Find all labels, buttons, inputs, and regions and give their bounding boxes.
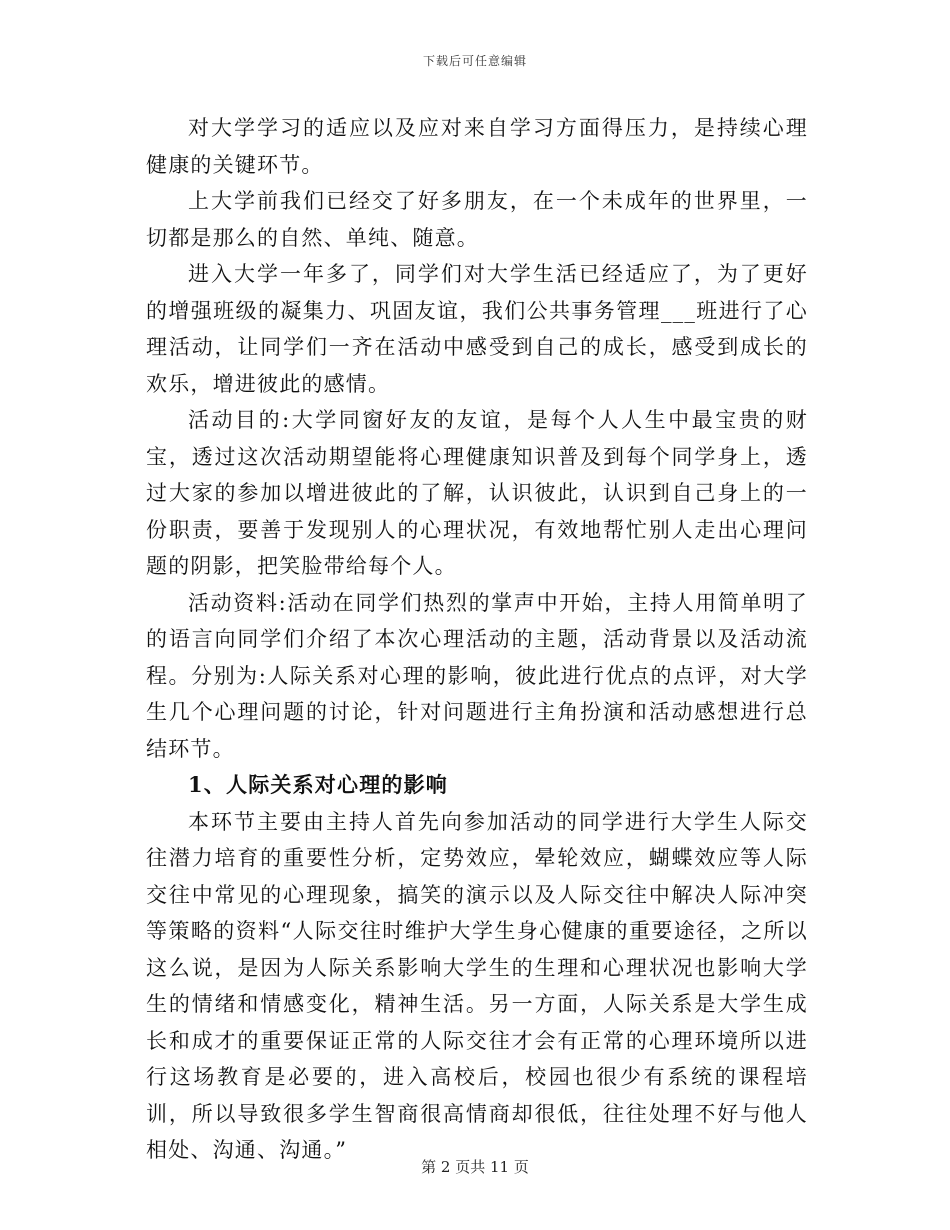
paragraph-activity-purpose: 活动目的:大学同窗好友的友谊，是每个人人生中最宝贵的财宝，透过这次活动期望能将心理健康知识普及到每个同学身上，透过大家的参加以增进彼此的了解，认识彼此，认识到自己身上的一份职责，要善于发现别人的心理状况，有效地帮忙别人走出心理问题的阴影，把笑脸带给每个人。 — [146, 408, 808, 578]
section-heading: 1、人际关系对心理的影响 — [188, 772, 449, 797]
document-body — [146, 110, 808, 1169]
page-header-note: 下载后可任意编辑 — [422, 54, 527, 68]
paragraph-friends-before-college: 上大学前我们已经交了好多朋友，在一个未成年的世界里，一切都是那么的自然、单纯、随意。 — [146, 189, 808, 250]
paragraph-section-body: 本环节主要由主持人首先向参加活动的同学进行大学生人际交往潜力培育的重要性分析，定势效应，晕轮效应，蝴蝶效应等人际交往中常见的心理现象，搞笑的演示以及人际交往中解决人际冲突等策略的资料“人际交往时维护大学生身心健康的重要途径，之所以这么说，是因为人际关系影响大学生的生理和心理状况也影响大学生的情绪和情感变化，精神生活。另一方面，人际关系是大学生成长和成才的重要保证正常的人际交往才会有正常的心理环境所以进行这场教育是必要的，进入高校后，校园也很少有系统的课程培训，所以导致很多学生智商很高情商却很低，往往处理不好与他人相处、沟通、沟通。” — [146, 809, 808, 1162]
paragraph-study-adaptation: 对大学学习的适应以及应对来自学习方面得压力，是持续心理健康的关键环节。 — [146, 116, 808, 177]
page-number: 第 2 页共 11 页 — [421, 1158, 529, 1176]
paragraph-activity-content: 活动资料:活动在同学们热烈的掌声中开始，主持人用简单明了的语言向同学们介绍了本次心理活动的主题，活动背景以及活动流程。分别为:人际关系对心理的影响，彼此进行优点的点评，对大学生几个心理问题的讨论，针对问题进行主角扮演和活动感想进行总结环节。 — [146, 590, 808, 761]
paragraph-class-activity: 进入大学一年多了，同学们对大学生活已经适应了，为了更好的增强班级的凝集力、巩固友谊，我们公共事务管理___班进行了心理活动，让同学们一齐在活动中感受到自己的成长，感受到成长的欢乐，增进彼此的感情。 — [146, 262, 808, 396]
